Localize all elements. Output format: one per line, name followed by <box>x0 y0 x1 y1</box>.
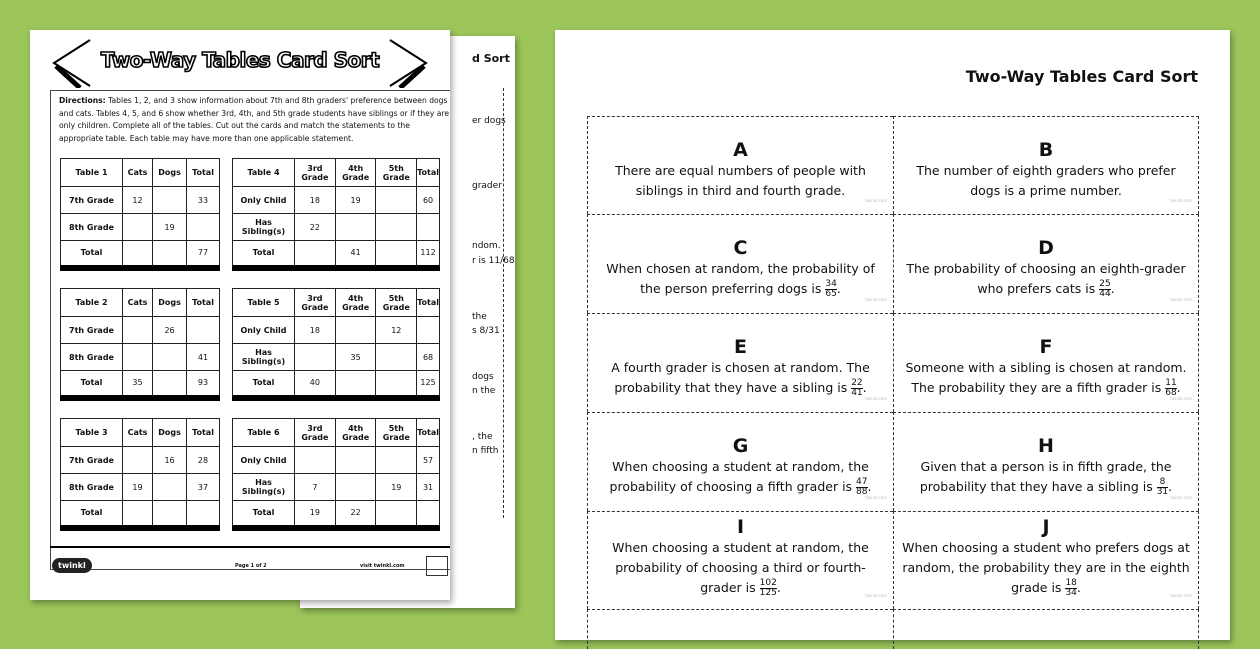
table-header-row <box>233 419 440 447</box>
table-row <box>233 241 440 268</box>
back-fragment: ndom. <box>472 241 501 251</box>
watermark: twinkl.com <box>1170 297 1192 302</box>
table-cell: 77 <box>187 241 220 268</box>
card-partial <box>587 609 893 649</box>
table-cell: 16 <box>153 447 187 474</box>
row-label: Only Child <box>233 447 295 474</box>
back-fragment: er dogs <box>472 116 506 126</box>
table-cell <box>376 371 417 398</box>
table-row <box>61 214 220 241</box>
card-a <box>587 116 893 214</box>
table-cell <box>417 501 440 528</box>
row-label: Total <box>61 371 123 398</box>
table-cell: 35 <box>123 371 153 398</box>
card-b <box>893 116 1199 214</box>
card-text: When chosen at random, the probability of the person preferring dogs is $\frac{34}{65}$ . <box>606 261 875 299</box>
card-text: Given that a person is in fifth grade, the probability that they have a sibling is $\frac{8}{31}$ . <box>919 459 1173 497</box>
card-d <box>893 214 1199 313</box>
table-cell: 41 <box>335 241 376 268</box>
table-header-cell: 4th Grade <box>335 419 376 447</box>
directions-text: Tables 1, 2, and 3 show information about 7th and 8th graders' preference between dogs and cats. Tables 4, 5, and 6 show whether 3rd, 4th, and 5th grade students have siblings or if they are only children. Complete all of the tables. Cut out the cards and match the statements to the appropriate table. Each table may have more than one applicable statement. <box>59 96 450 144</box>
card-letter: F <box>1039 336 1053 358</box>
card-letter: C <box>733 237 748 259</box>
watermark: twinkl.com <box>865 495 887 500</box>
back-fragment: the <box>472 312 487 322</box>
fraction <box>760 579 777 598</box>
table-cell <box>376 501 417 528</box>
card-letter: G <box>732 435 749 457</box>
back-fragment: r is 11/68 <box>472 256 515 266</box>
numerator: 18 <box>1065 578 1077 588</box>
card-statement: The number of eighth graders who prefer dogs is a prime number. <box>916 163 1176 198</box>
table-cell <box>123 344 153 371</box>
table-cell <box>153 187 187 214</box>
row-label: 7th Grade <box>61 447 123 474</box>
denominator: 44 <box>1099 289 1111 299</box>
table-cell: 41 <box>187 344 220 371</box>
directions <box>59 95 451 146</box>
table-row <box>61 344 220 371</box>
card-letter: A <box>733 139 748 161</box>
table-cell <box>123 241 153 268</box>
table-cell: 112 <box>417 241 440 268</box>
two-way-table <box>232 158 440 271</box>
row-label: Has Sibling(s) <box>233 344 295 371</box>
card-text: When choosing a student who prefers dogs at random, the probability they are in the eighth grade is $\frac{18}{34}$ . <box>902 540 1190 598</box>
row-label: Total <box>233 241 295 268</box>
table-row <box>61 501 220 528</box>
table-header-cell: Table 6 <box>233 419 295 447</box>
fraction <box>1065 579 1076 598</box>
numerator: 34 <box>825 279 837 289</box>
table-header-cell: Total <box>417 419 440 447</box>
card-statement: Given that a person is in fifth grade, the probability that they have a sibling is <box>919 459 1172 494</box>
numerator: 8 <box>1157 478 1168 488</box>
card-statement: The probability of choosing an eighth-grader who prefers cats is <box>906 261 1186 296</box>
table-header-cell: Table 3 <box>61 419 123 447</box>
table-header-cell: Total <box>187 419 220 447</box>
card-text <box>894 161 1198 201</box>
card-f <box>893 313 1199 412</box>
denominator: 125 <box>759 588 777 598</box>
table-row <box>233 371 440 398</box>
table-row <box>233 501 440 528</box>
table-cell <box>153 241 187 268</box>
table-cell <box>295 344 336 371</box>
table-cell <box>335 317 376 344</box>
table-row <box>61 474 220 501</box>
table-cell <box>123 214 153 241</box>
table-header-cell: 3rd Grade <box>295 289 336 317</box>
row-label: Has Sibling(s) <box>233 214 295 241</box>
table-cell <box>376 241 417 268</box>
card-statement: When choosing a student who prefers dogs at random, the probability they are in the eighth grade is <box>902 540 1190 595</box>
card-e <box>587 313 893 412</box>
watermark: twinkl.com <box>1170 593 1192 598</box>
table-cell: 40 <box>295 371 336 398</box>
row-label: Only Child <box>233 187 295 214</box>
table-cell <box>123 501 153 528</box>
table-header-cell: 5th Grade <box>376 289 417 317</box>
table-header-cell: 5th Grade <box>376 159 417 187</box>
cards-page-title: Two-Way Tables Card Sort <box>965 67 1198 86</box>
table-cell <box>187 317 220 344</box>
back-fragment: s 8/31 <box>472 326 500 336</box>
row-label: Only Child <box>233 317 295 344</box>
table-cell <box>376 187 417 214</box>
back-fragment: grader <box>472 181 502 191</box>
table-cell <box>153 344 187 371</box>
back-fragment: n the <box>472 386 496 396</box>
two-way-table <box>60 288 220 401</box>
back-fragment: n fifth <box>472 446 499 456</box>
card-statement: When chosen at random, the probability of the person preferring dogs is <box>606 261 875 296</box>
row-label: Total <box>61 241 123 268</box>
table-cell <box>187 214 220 241</box>
title-banner <box>50 38 430 88</box>
row-label: Total <box>233 371 295 398</box>
table-cell: 37 <box>187 474 220 501</box>
table-header-row <box>61 159 220 187</box>
watermark: twinkl.com <box>1170 198 1192 203</box>
row-label: Total <box>233 501 295 528</box>
page-number: Page 1 of 2 <box>235 563 267 569</box>
table-row <box>233 214 440 241</box>
denominator: 31 <box>1156 487 1169 497</box>
table-header-cell: Table 5 <box>233 289 295 317</box>
table-cell: 31 <box>417 474 440 501</box>
card-text: The probability of choosing an eighth-grader who prefers cats is $\frac{25}{44}$ . <box>906 261 1186 299</box>
table-cell: 19 <box>376 474 417 501</box>
table-cell <box>123 447 153 474</box>
table-header-row <box>61 419 220 447</box>
footer-rule <box>50 546 450 548</box>
card-text: Someone with a sibling is chosen at random. The probability they are a fifth grader is $\frac{11}{68}$ . <box>905 360 1187 398</box>
table-header-cell: Dogs <box>153 159 187 187</box>
table-cell: 7 <box>295 474 336 501</box>
numerator: 11 <box>1165 378 1177 388</box>
table-header-cell: 4th Grade <box>335 159 376 187</box>
watermark: twinkl.com <box>1170 396 1192 401</box>
table-cell: 68 <box>417 344 440 371</box>
back-fragment: dogs <box>472 372 494 382</box>
row-label: 7th Grade <box>61 187 123 214</box>
row-label: 8th Grade <box>61 344 123 371</box>
table-cell: 12 <box>376 317 417 344</box>
card-text: When choosing a student at random, the probability of choosing a fifth grader is $\frac{47}{88}$ . <box>609 459 872 497</box>
card-letter: D <box>1038 237 1054 259</box>
cards-page <box>555 30 1230 640</box>
table-header-cell: Total <box>417 159 440 187</box>
table-cell: 19 <box>295 501 336 528</box>
table-cell <box>335 371 376 398</box>
table-cell <box>417 214 440 241</box>
table-row <box>61 447 220 474</box>
card-i <box>587 511 893 609</box>
table-cell: 57 <box>417 447 440 474</box>
two-way-table <box>60 158 220 271</box>
card-letter: H <box>1038 435 1054 457</box>
two-way-table <box>60 418 220 531</box>
table-row <box>61 371 220 398</box>
table-row <box>233 474 440 501</box>
back-title-fragment: d Sort <box>472 52 510 65</box>
card-letter: J <box>1042 516 1050 538</box>
table-header-cell: 4th Grade <box>335 289 376 317</box>
row-label: 8th Grade <box>61 474 123 501</box>
card-j <box>893 511 1199 609</box>
denominator: 41 <box>851 388 863 398</box>
card-letter: E <box>734 336 747 358</box>
table-header-row <box>233 159 440 187</box>
award-badge-icon <box>426 556 448 576</box>
table-row <box>233 447 440 474</box>
visit-link: visit twinkl.com <box>360 563 405 569</box>
table-cell: 19 <box>123 474 153 501</box>
card-text: When choosing a student at random, the probability of choosing a third or fourth-grader is $\frac{102}{125}$ . <box>612 540 869 598</box>
card-c <box>587 214 893 313</box>
table-header-cell: Cats <box>123 419 153 447</box>
table-header-cell: 3rd Grade <box>295 159 336 187</box>
table-header-cell: Table 1 <box>61 159 123 187</box>
card-statement: When choosing a student at random, the probability of choosing a third or fourth-grader is <box>612 540 869 595</box>
table-cell: 12 <box>123 187 153 214</box>
twinkl-logo: twinkl <box>52 558 92 573</box>
denominator: 68 <box>1165 388 1177 398</box>
two-way-table <box>232 418 440 531</box>
table-header-cell: 5th Grade <box>376 419 417 447</box>
table-cell: 28 <box>187 447 220 474</box>
row-label: Total <box>61 501 123 528</box>
card-letter: I <box>736 516 745 538</box>
table-cell <box>335 214 376 241</box>
table-cell <box>153 371 187 398</box>
watermark: twinkl.com <box>865 593 887 598</box>
table-header-cell: Table 4 <box>233 159 295 187</box>
table-cell <box>187 501 220 528</box>
card-statement: A fourth grader is chosen at random. The probability that they have a sibling is <box>611 360 870 395</box>
card-statement: When choosing a student at random, the probability of choosing a fifth grader is <box>609 459 869 494</box>
fraction <box>1099 280 1110 299</box>
back-fragment: , the <box>472 432 493 442</box>
table-header-cell: Dogs <box>153 289 187 317</box>
table-header-row <box>233 289 440 317</box>
table-cell <box>335 447 376 474</box>
watermark: twinkl.com <box>865 198 887 203</box>
watermark: twinkl.com <box>865 297 887 302</box>
card-statement: Someone with a sibling is chosen at random. The probability they are a fifth grader is <box>905 360 1187 395</box>
card-g <box>587 412 893 511</box>
table-cell: 19 <box>153 214 187 241</box>
table-row <box>61 241 220 268</box>
row-label: 7th Grade <box>61 317 123 344</box>
table-header-cell: Table 2 <box>61 289 123 317</box>
table-cell <box>335 474 376 501</box>
table-cell <box>123 317 153 344</box>
worksheet-page <box>30 30 450 600</box>
card-text <box>588 161 893 201</box>
table-cell <box>376 214 417 241</box>
table-cell <box>295 241 336 268</box>
table-header-cell: Total <box>417 289 440 317</box>
table-header-cell: Cats <box>123 289 153 317</box>
watermark: twinkl.com <box>865 396 887 401</box>
fraction <box>1157 478 1168 497</box>
table-header-cell: Total <box>187 289 220 317</box>
card-statement: There are equal numbers of people with siblings in third and fourth grade. <box>615 163 866 198</box>
table-cell: 35 <box>335 344 376 371</box>
table-cell: 18 <box>295 187 336 214</box>
row-label: Has Sibling(s) <box>233 474 295 501</box>
table-cell <box>417 317 440 344</box>
numerator: 102 <box>759 578 777 588</box>
denominator: 65 <box>825 289 837 299</box>
card-partial <box>893 609 1199 649</box>
table-cell <box>376 447 417 474</box>
table-header-row <box>61 289 220 317</box>
table-cell: 125 <box>417 371 440 398</box>
table-cell: 22 <box>335 501 376 528</box>
card-h <box>893 412 1199 511</box>
table-cell <box>376 344 417 371</box>
table-header-cell: Total <box>187 159 220 187</box>
table-header-cell: Cats <box>123 159 153 187</box>
table-cell: 18 <box>295 317 336 344</box>
two-way-table <box>232 288 440 401</box>
table-row <box>233 317 440 344</box>
denominator: 88 <box>856 487 868 497</box>
table-cell: 60 <box>417 187 440 214</box>
table-cell <box>153 474 187 501</box>
table-header-cell: 3rd Grade <box>295 419 336 447</box>
card-text: A fourth grader is chosen at random. The probability that they have a sibling is $\frac{22}{41}$ . <box>611 360 870 398</box>
table-row <box>233 344 440 371</box>
card-letter: B <box>1038 139 1054 161</box>
table-cell: 26 <box>153 317 187 344</box>
worksheet-title: Two-Way Tables Card Sort <box>100 48 380 72</box>
table-header-cell: Dogs <box>153 419 187 447</box>
numerator: 47 <box>856 477 868 487</box>
table-cell: 22 <box>295 214 336 241</box>
table-cell <box>295 447 336 474</box>
table-row <box>61 187 220 214</box>
denominator: 34 <box>1065 588 1077 598</box>
numerator: 25 <box>1099 279 1111 289</box>
watermark: twinkl.com <box>1170 495 1192 500</box>
numerator: 22 <box>851 378 863 388</box>
row-label: 8th Grade <box>61 214 123 241</box>
table-row <box>233 187 440 214</box>
table-cell: 33 <box>187 187 220 214</box>
fraction <box>851 379 862 398</box>
table-cell: 93 <box>187 371 220 398</box>
table-cell <box>153 501 187 528</box>
fraction <box>825 280 836 299</box>
table-row <box>61 317 220 344</box>
directions-label: Directions: <box>59 96 106 105</box>
table-cell: 19 <box>335 187 376 214</box>
